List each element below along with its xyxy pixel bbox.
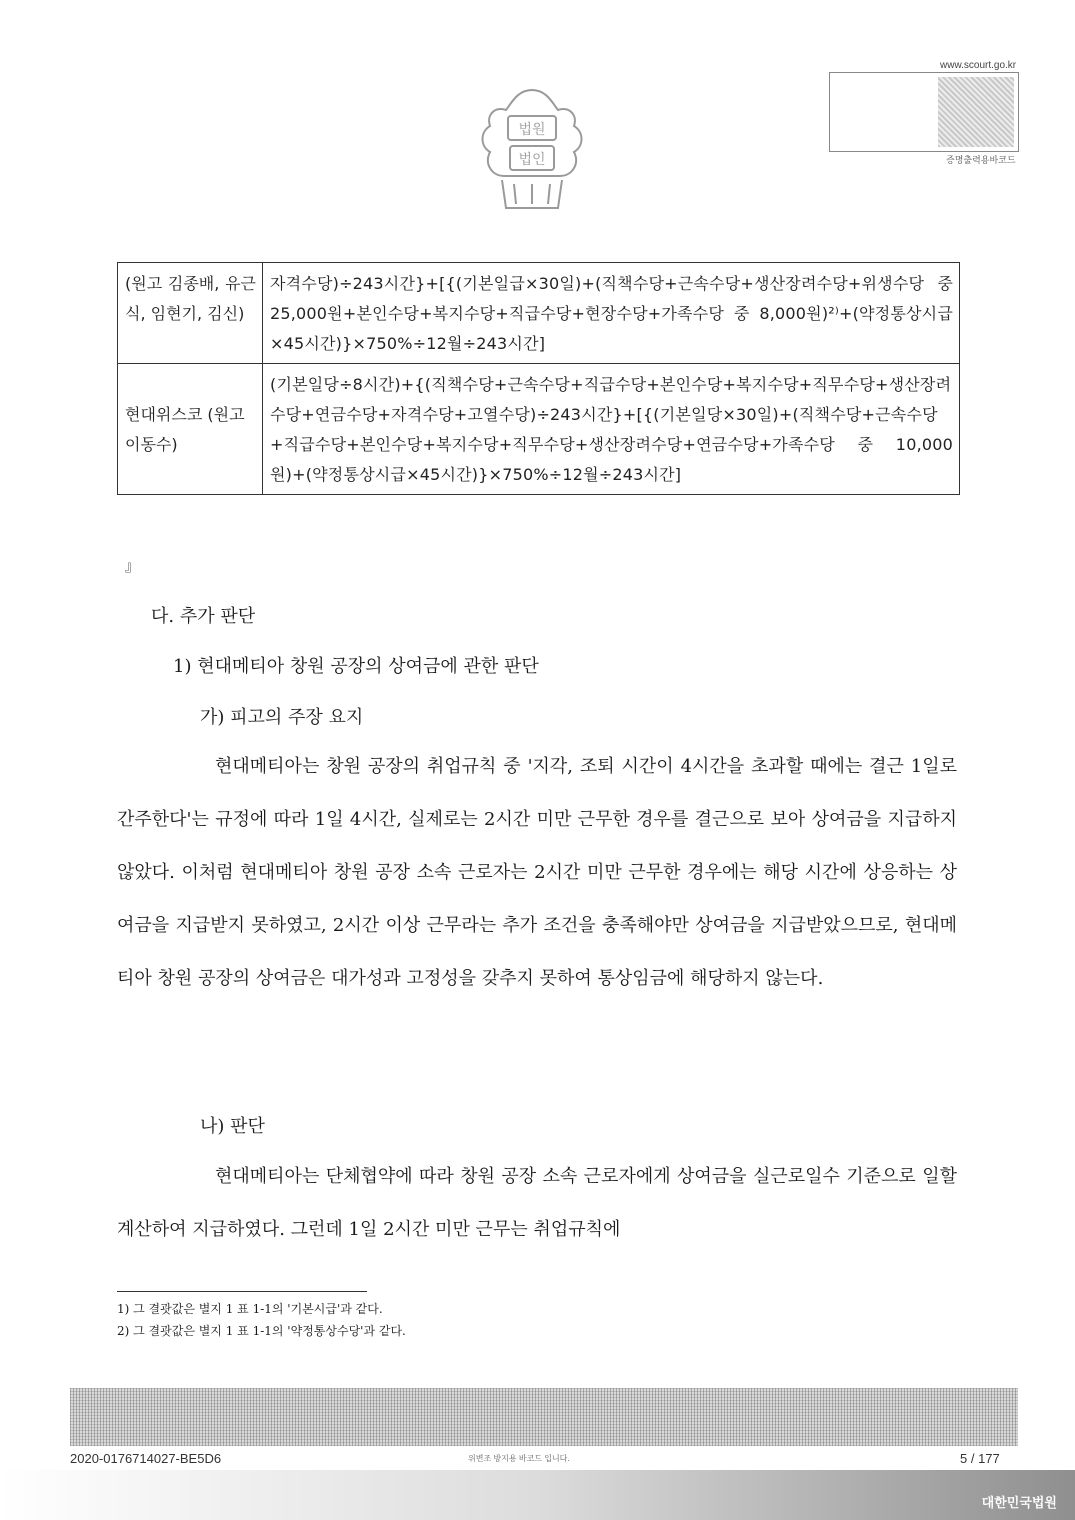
wage-formula-table xyxy=(117,262,960,495)
section-heading-na: 나) 판단 xyxy=(200,1116,265,1137)
seal-text-bottom: 법인 xyxy=(518,152,546,168)
footer-band xyxy=(0,1470,1075,1520)
verification-url: www.scourt.go.kr xyxy=(940,60,1017,71)
section-heading-1: 1) 현대메티아 창원 공장의 상여금에 관한 판단 xyxy=(173,656,539,677)
footnote: 2) 그 결괏값은 별지 1 표 1-1의 '약정통상수당'과 같다. xyxy=(117,1324,406,1338)
body-paragraph: 현대메티아는 단체협약에 따라 창원 공장 소속 근로자에게 상여금을 실근로일수 기준으로 일할계산하여 지급하였다. 그런데 1일 2시간 미만 근무는 취업규칙에 xyxy=(117,1166,957,1240)
anti-forgery-barcode xyxy=(70,1388,1018,1446)
court-name: 대한민국법원 xyxy=(981,1496,1057,1511)
section-heading-ga: 가) 피고의 주장 요지 xyxy=(200,707,364,728)
table-cell-formula: 자격수당)÷243시간}+[{(기본일급×30일)+(직책수당+근속수당+생산장려수당+위생수당 중 25,000원+본인수당+복지수당+직급수당+현장수당+가족수당 중 8,000원)²⁾+(약정통상시급×45시간)}×750%÷12월÷243시간] xyxy=(263,263,960,364)
table-cell-label: (원고 김종배, 유근식, 임현기, 김신) xyxy=(118,263,263,364)
qr-code-icon xyxy=(938,77,1014,147)
table-cell-formula: (기본일당÷8시간)+{(직책수당+근속수당+직급수당+본인수당+복지수당+직무수당+생산장려수당+연금수당+자격수당+고열수당)÷243시간}+[{(기본일당×30일)+(직책수당+근속수당+직급수당+본인수당+복지수당+직무수당+생산장려수당+연금수당+가족수당 중 10,000원)+(약정통상시급×45시간)}×750%÷12월÷243시간] xyxy=(263,364,960,495)
table-row xyxy=(118,263,960,364)
page-number: 5 / 177 xyxy=(960,1451,1000,1466)
document-code: 2020-0176714027-BE5D6 xyxy=(70,1451,222,1466)
table-cell-label: 현대위스코 (원고 이동수) xyxy=(118,364,263,495)
section-heading-da: 다. 추가 판단 xyxy=(151,606,256,627)
close-quote-mark: 』 xyxy=(125,559,139,575)
footnote: 1) 그 결괏값은 별지 1 표 1-1의 '기본시급'과 같다. xyxy=(117,1302,383,1316)
body-paragraph: 현대메티아는 창원 공장의 취업규칙 중 '지각, 조퇴 시간이 4시간을 초과할 때에는 결근 1일로 간주한다'는 규정에 따라 1일 4시간, 실제로는 2시간 미만 근무한 경우를 결근으로 보아 상여금을 지급하지 않았다. 이처럼 현대메티아 창원 공장 소속 근로자는 2시간 미만 근무한 경우에는 해당 시간에 상응하는 상여금을 지급받지 못하였고, 2시간 이상 근무라는 추가 조건을 충족해야만 상여금을 지급받았으므로, 현대메티아 창원 공장의 상여금은 대가성과 고정성을 갖추지 못하여 통상임금에 해당하지 않는다. xyxy=(117,756,957,989)
footnote-divider xyxy=(117,1291,367,1292)
seal-text-top: 법원 xyxy=(518,122,546,138)
qr-caption: 증명출력용바코드 xyxy=(946,155,1016,165)
table-row xyxy=(118,364,960,495)
court-seal-icon xyxy=(478,84,586,216)
barcode-note: 위변조 방지용 바코드 입니다. xyxy=(468,1454,570,1463)
qr-code-box xyxy=(829,72,1019,152)
